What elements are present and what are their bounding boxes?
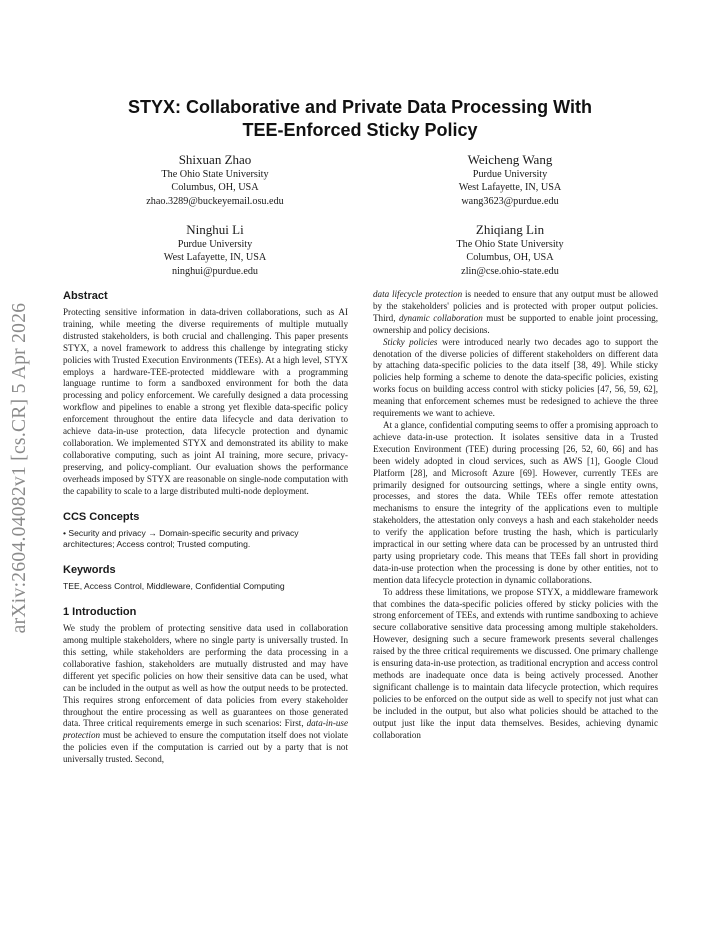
author-email: zhao.3289@buckeyemail.osu.edu bbox=[146, 195, 284, 207]
abstract-text: Protecting sensitive information in data-driven collaborations, such as AI training, while meeting the diverse requirements of multiple mutually distrusted stakeholders, is both crucial and challenging. This paper presents STYX, a novel framework to address this challenge by integrating sticky policies with Trusted Execution Environments (TEEs). At a high level, STYX employs a hardware-TEE-protected middleware with a programming language runtime to form a sandboxed environment for both the data processing and policy enforcement. We carefully designed a data processing workflow and pipelines to enable a strong yet flexible data-specific policy enforcement throughout the entire data lifecycle and data derivation to achieve data-in-use protection, data lifecycle protection and dynamic collaboration. We implemented STYX and demonstrated its ability to make collaborative computing, such as joint AI training, more secure, privacy-preserving, and policy-compliant. Our evaluation shows the performance overheads imposed by STYX are reasonable on single-node computation with the capability to scale to a large distributed multi-node deployment. bbox=[63, 307, 348, 496]
author-block bbox=[90, 221, 340, 278]
author-location: West Lafayette, IN, USA bbox=[163, 252, 267, 264]
author-location: Columbus, OH, USA bbox=[171, 182, 259, 194]
paper-title bbox=[60, 96, 660, 142]
author-name: Weicheng Wang bbox=[467, 152, 553, 167]
ccs-heading: CCS Concepts bbox=[63, 510, 140, 523]
author-affiliation: The Ohio State University bbox=[456, 239, 564, 250]
arxiv-sidebar bbox=[0, 268, 40, 668]
author-affiliation: Purdue University bbox=[472, 169, 548, 180]
author-email: zlin@cse.ohio-state.edu bbox=[461, 265, 559, 277]
introduction-heading: 1 Introduction bbox=[63, 606, 137, 619]
keywords-text: TEE, Access Control, Middleware, Confidential Computing bbox=[63, 581, 285, 592]
arxiv-identifier: arXiv:2604.04082v1 [cs.CR] 5 Apr 2026 bbox=[9, 302, 30, 634]
left-column bbox=[63, 289, 348, 766]
author-block bbox=[385, 221, 635, 278]
keywords-heading: Keywords bbox=[63, 564, 116, 577]
ccs-text: • Security and privacy → Domain-specific security and privacy architectures; Access control; Trusted computing. bbox=[63, 527, 299, 550]
author-affiliation: The Ohio State University bbox=[161, 169, 269, 180]
author-affiliation: Purdue University bbox=[177, 239, 253, 250]
author-name: Ninghui Li bbox=[186, 222, 244, 237]
author-block bbox=[385, 151, 635, 208]
author-location: Columbus, OH, USA bbox=[466, 252, 554, 264]
author-name: Shixuan Zhao bbox=[178, 152, 252, 167]
title-line-2: TEE-Enforced Sticky Policy bbox=[242, 120, 478, 140]
body-paragraph: To address these limitations, we propose STYX, a middleware framework that combines the data-specific policies offered by sticky policies with the strong enforcement of TEEs, and extends with runtime sandboxing to achieve secure collaborative sensitive data processing among multiple stakeholders. However, designing such a secure framework presents several challenges raised by the three critical requirements we discussed. One primary challenge is ensuring data-in-use protection, as traditional encryption and access control methods are inadequate once data is being actively processed. Another significant challenge is to maintain data lifecycle protection, which requires policies to be enforced on the output side as well to specify not just what can be included in the output, but also what policies should be attached to the output just like the input data themselves. Besides, achieving dynamic collaboration bbox=[373, 586, 658, 740]
author-email: wang3623@purdue.edu bbox=[461, 195, 559, 207]
author-email: ninghui@purdue.edu bbox=[171, 265, 259, 277]
body-paragraph: At a glance, confidential computing seems to offer a promising approach to achieve data-in-use protection. It isolates sensitive data in a Trusted Execution Environment (TEE) during processing [26, 52, 60, 66] and has been widely adopted in cloud services, such as AWS [1], Google Cloud Platform [28], and Microsoft Azure [69]. However, currently TEEs are primarily designed for outsourcing settings, where a single entity owns, processes, and stores the data. While TEEs offer remote attestation mechanisms to ensure the integrity of the applications even to multiple stakeholders, the attestation only conveys a hash and each stakeholder needs to verify the application before trusting the hash, which is particularly impractical in our setting where data can be processed by an untrusted third party using proprietary code. This means that TEEs fall short in providing data-in-use protection when the processing is done by other entities, not to mention data lifecycle protection in dynamic collaborations. bbox=[373, 419, 658, 585]
right-column bbox=[373, 289, 658, 741]
body-paragraph: Sticky policies were introduced nearly two decades ago to support the denotation of the diverse policies of different stakeholders on different data by attaching data-specific policies to the data itself [38, 49]. While sticky policies help forming a scheme to denote the data-specific policies, existing works focus on building access control with sticky policies [47, 56, 59, 62], meaning that enforcement schemes must be redesigned to achieve the three requirements we want to achieve. bbox=[373, 336, 658, 419]
abstract-heading: Abstract bbox=[63, 290, 108, 302]
body-paragraph: data lifecycle protection is needed to ensure that any output must be allowed by the stakeholders' policies and is protected with proper output policies. Third, dynamic collaboration must be supported to enable joint processing, ownership and policy decisions. bbox=[373, 289, 659, 335]
author-location: West Lafayette, IN, USA bbox=[458, 182, 562, 194]
author-name: Zhiqiang Lin bbox=[475, 222, 545, 237]
title-line-1: STYX: Collaborative and Private Data Processing With bbox=[128, 97, 592, 117]
author-block bbox=[90, 151, 340, 208]
introduction-paragraph: We study the problem of protecting sensitive data used in collaboration among multiple stakeholders, where no single party is universally trusted. In this setting, while stakeholders are performing the data processing in a collaborative fashion, stakeholders are mutually distrusted and may have different yet specific policies on how their sensitive data can be used, what can be included in the output as well as how the output needs to be protected. This requires strong enforcement of data policies from every stakeholder throughout the entire processing as well as guarantees on those generated data. Three critical requirements emerge in such scenarios: First, data-in-use protection must be achieved to ensure the computation itself does not violate the policies even if the computation is carried out by a party that is not universally trusted. Second, bbox=[63, 623, 348, 765]
